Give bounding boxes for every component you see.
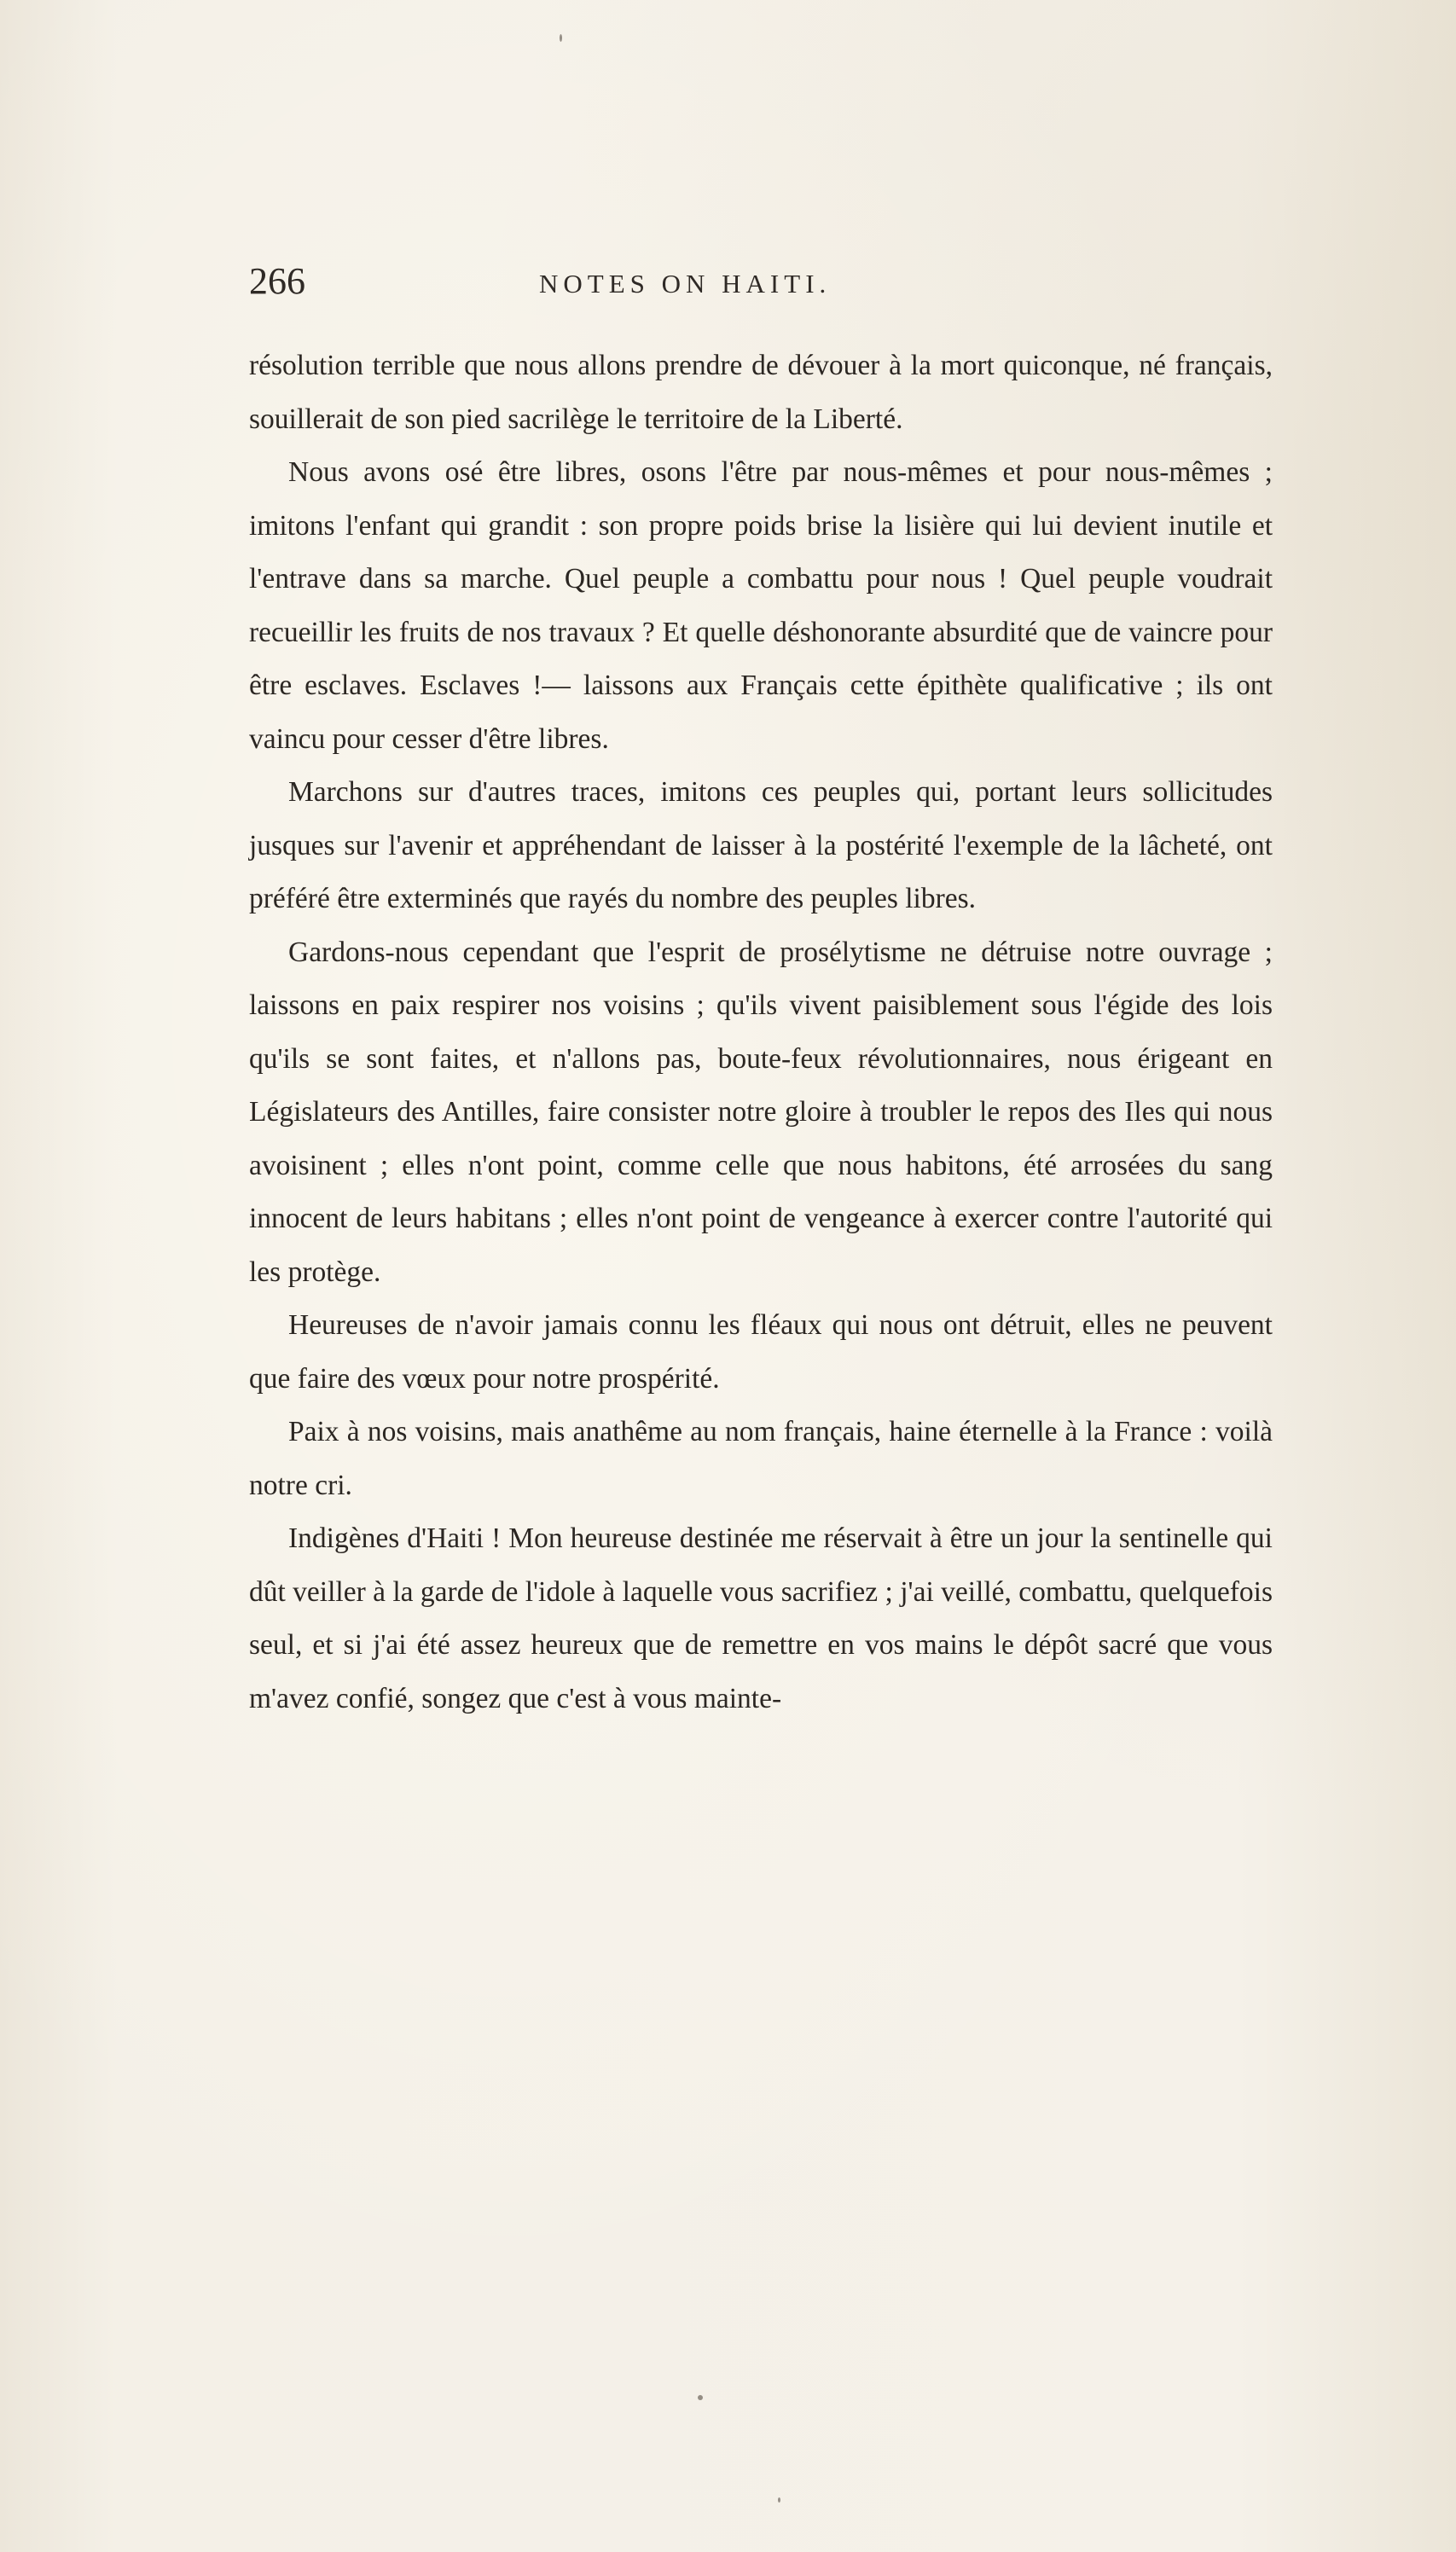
paper-speck (778, 2497, 780, 2503)
paper-speck (560, 34, 562, 42)
paragraph: Indigènes d'Haiti ! Mon heureuse destinée me réservait à être un jour la sentinelle qui dût veiller à la garde de l'idole à laquelle vous sacrifiez ; j'ai veillé, combattu, quelquefois seul, et si j'ai été assez heureux que de remettre en vos mains le dépôt sacré que vous m'avez confié, songez que c'est à vous mainte- (249, 1522, 1273, 1714)
page-header (249, 256, 1273, 307)
body-text (249, 339, 1273, 1726)
paragraph: Paix à nos voisins, mais anathême au nom français, haine éternelle à la France : voilà notre cri. (249, 1416, 1273, 1501)
page-number: 266 (249, 260, 305, 302)
paper-speck (698, 2395, 703, 2400)
paragraph: Heureuses de n'avoir jamais connu les fléaux qui nous ont détruit, elles ne peuvent que faire des vœux pour notre prospérité. (249, 1309, 1273, 1395)
paragraph: Marchons sur d'autres traces, imitons ces peuples qui, portant leurs sollicitudes jusques sur l'avenir et appréhendant de laisser à la postérité l'exemple de la lâcheté, ont préféré être exterminés que rayés du nombre des peuples libres. (249, 776, 1273, 914)
paragraph: Gardons-nous cependant que l'esprit de prosélytisme ne détruise notre ouvrage ; laissons en paix respirer nos voisins ; qu'ils vivent paisiblement sous l'égide des lois qu'ils se sont faites, et n'allons pas, boute-feux révolutionnaires, nous érigeant en Législateurs des Antilles, faire consister notre gloire à troubler le repos des Iles qui nous avoisinent ; elles n'ont point, comme celle que nous habitons, été arrosées du sang innocent de leurs habitans ; elles n'ont point de vengeance à exercer contre l'autorité qui les protège. (249, 936, 1273, 1288)
paragraph: Nous avons osé être libres, osons l'être par nous-mêmes et pour nous-mêmes ; imitons l'enfant qui grandit : son propre poids brise la lisière qui lui devient inutile et l'entrave dans sa marche. Quel peuple a combattu pour nous ! Quel peuple voudrait recueillir les fruits de nos travaux ? Et quelle déshonorante absurdité que de vaincre pour être esclaves. Esclaves !— laissons aux Français cette épithète qualificative ; ils ont vaincu pour cesser d'être libres. (249, 456, 1273, 755)
running-head: NOTES ON HAITI. (539, 269, 832, 299)
paragraph-continuation: résolution terrible que nous allons prendre de dévouer à la mort quiconque, né français, souillerait de son pied sacrilège le territoire de la Liberté. (249, 350, 1273, 435)
